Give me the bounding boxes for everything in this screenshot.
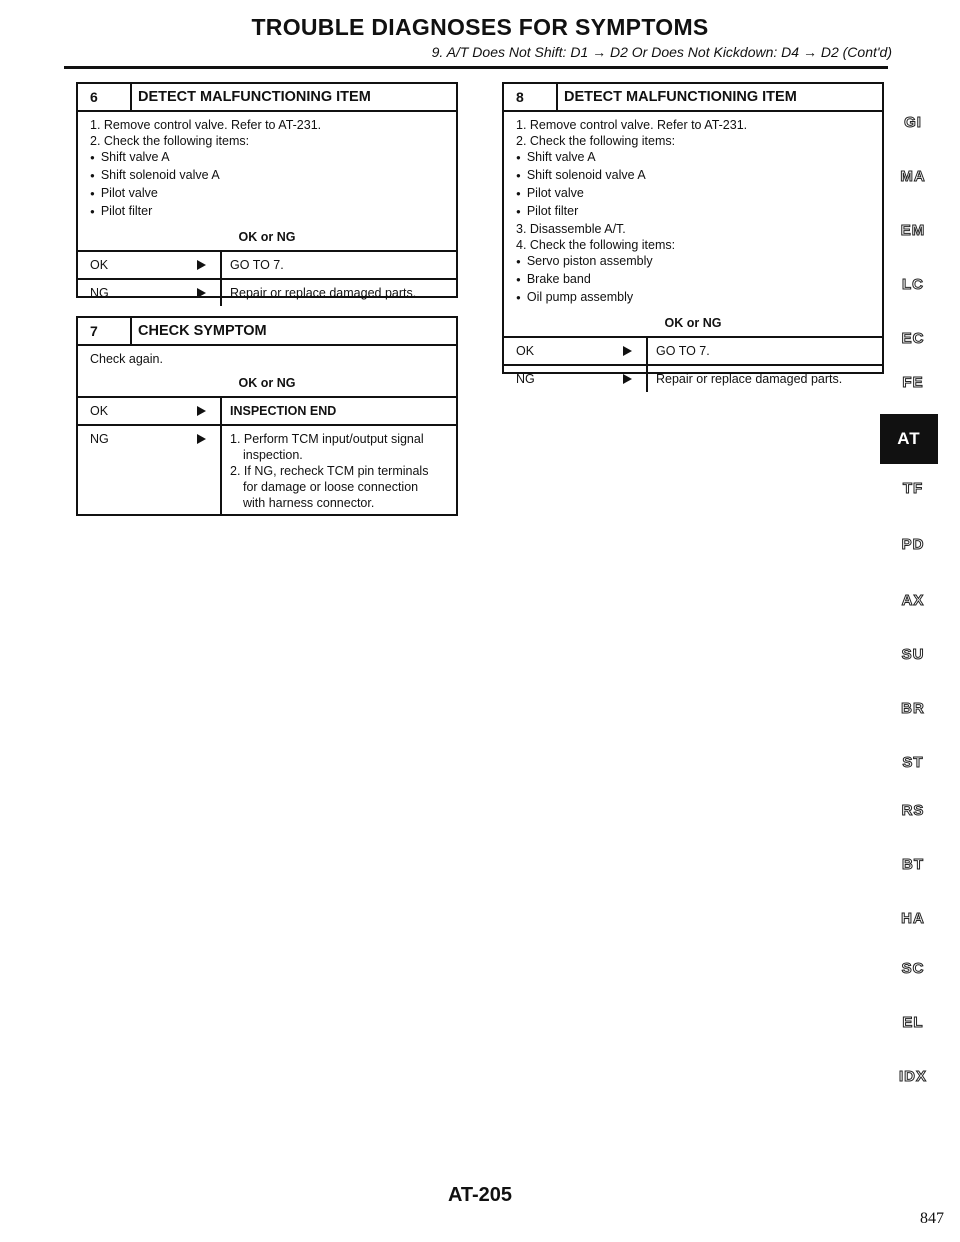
ok-or-ng-label: OK or NG <box>238 376 296 390</box>
result-label-text: NG <box>90 432 109 446</box>
section-tab-em[interactable]: EM <box>900 222 926 239</box>
result-line: for damage or loose connection <box>243 480 419 494</box>
header-rule <box>64 66 888 69</box>
section-tab-el[interactable]: EL <box>902 1014 924 1031</box>
section-tab-ax[interactable]: AX <box>901 592 925 609</box>
step-body <box>78 346 456 371</box>
step-box-8 <box>502 82 884 386</box>
bullet-item: ● Brake band <box>516 271 870 289</box>
instruction-line: 2. Check the following items: <box>90 134 250 148</box>
result-label-text: OK <box>516 344 535 358</box>
section-tab-ma[interactable]: MA <box>900 168 926 185</box>
result-row-ng <box>78 424 456 516</box>
step-title: CHECK SYMPTOM <box>138 323 267 339</box>
bullet-item: ● Shift valve A <box>516 149 870 167</box>
section-tab-lc[interactable]: LC <box>902 276 924 293</box>
result-label-text: NG <box>90 286 109 300</box>
result-label <box>504 366 648 392</box>
result-label <box>78 252 222 278</box>
section-tab-rs[interactable]: RS <box>901 802 925 819</box>
result-row-ok <box>78 250 456 278</box>
result-label <box>78 280 222 306</box>
result-action: Repair or replace damaged parts. <box>230 286 417 300</box>
result-line: with harness connector. <box>243 496 375 510</box>
bullet-item: ● Shift solenoid valve A <box>516 167 870 185</box>
bullet-item: ● Oil pump assembly <box>516 289 870 307</box>
section-tab-at[interactable]: AT <box>880 414 938 464</box>
section-tab-ec[interactable]: EC <box>901 330 925 347</box>
section-tab-gi[interactable]: GI <box>904 114 922 131</box>
result-label-text: OK <box>90 404 109 418</box>
instruction-line: 1. Remove control valve. Refer to AT-231. <box>90 118 322 132</box>
step-header <box>78 318 456 346</box>
result-label-text: OK <box>90 258 109 272</box>
instruction-line: 3. Disassemble A/T. <box>516 222 626 236</box>
bullet-item: ● Shift valve A <box>90 149 444 167</box>
page-title: TROUBLE DIAGNOSES FOR SYMPTOMS <box>251 14 709 40</box>
section-tab-tf[interactable]: TF <box>902 480 924 497</box>
result-row-ok <box>78 396 456 424</box>
step-body <box>78 112 456 225</box>
section-tab-pd[interactable]: PD <box>901 536 925 553</box>
result-row-ok <box>504 336 882 364</box>
result-label-text: NG <box>516 372 535 386</box>
step-box-7 <box>76 316 458 516</box>
page-subtitle: 9. A/T Does Not Shift: D1 → D2 Or Does Not Kickdown: D4 → D2 (Cont'd) <box>431 44 892 60</box>
section-tab-ha[interactable]: HA <box>901 910 925 927</box>
bullet-item: ● Shift solenoid valve A <box>90 167 444 185</box>
step-header <box>504 84 882 112</box>
arrow-right-icon <box>197 260 206 270</box>
step-number: 7 <box>78 318 132 344</box>
bullet-item: ● Pilot filter <box>90 203 444 221</box>
ok-or-ng-label: OK or NG <box>664 316 722 330</box>
arrow-right-icon <box>623 374 632 384</box>
bullet-item: ● Servo piston assembly <box>516 253 870 271</box>
result-line: 1. Perform TCM input/output signal <box>230 432 424 446</box>
arrow-right-icon <box>197 288 206 298</box>
corner-page-number: 847 <box>920 1210 944 1227</box>
arrow-right-icon <box>197 406 206 416</box>
section-tab-bt[interactable]: BT <box>902 856 924 873</box>
result-action: GO TO 7. <box>656 344 710 358</box>
step-box-6 <box>76 82 458 298</box>
step-number: 8 <box>504 84 558 110</box>
step-title: DETECT MALFUNCTIONING ITEM <box>138 89 371 105</box>
result-action: Repair or replace damaged parts. <box>656 372 843 386</box>
result-action: INSPECTION END <box>230 404 337 418</box>
result-action: GO TO 7. <box>230 258 284 272</box>
section-tab-fe[interactable]: FE <box>902 374 924 391</box>
result-label <box>78 426 222 516</box>
result-row-ng <box>78 278 456 306</box>
result-label <box>78 398 222 424</box>
result-line: inspection. <box>243 448 303 462</box>
step-body <box>504 112 882 311</box>
instruction-line: 1. Remove control valve. Refer to AT-231. <box>516 118 748 132</box>
section-tab-st[interactable]: ST <box>902 754 924 771</box>
instruction-line: 4. Check the following items: <box>516 238 676 252</box>
instruction-line: Check again. <box>90 352 163 366</box>
arrow-right-icon <box>623 346 632 356</box>
section-tab-su[interactable]: SU <box>901 646 925 663</box>
arrow-right-icon <box>197 434 206 444</box>
ok-or-ng-label: OK or NG <box>238 230 296 244</box>
section-tab-sc[interactable]: SC <box>901 960 925 977</box>
step-header <box>78 84 456 112</box>
result-label <box>504 338 648 364</box>
bullet-item: ● Pilot valve <box>516 185 870 203</box>
bullet-item: ● Pilot valve <box>90 185 444 203</box>
step-number: 6 <box>78 84 132 110</box>
result-action <box>222 426 456 516</box>
result-row-ng <box>504 364 882 392</box>
step-title: DETECT MALFUNCTIONING ITEM <box>564 89 797 105</box>
result-line: 2. If NG, recheck TCM pin terminals <box>230 464 429 478</box>
section-tab-idx[interactable]: IDX <box>898 1068 927 1085</box>
bullet-item: ● Pilot filter <box>516 203 870 221</box>
page-number: AT-205 <box>447 1184 513 1206</box>
section-tab-br[interactable]: BR <box>901 700 925 717</box>
instruction-line: 2. Check the following items: <box>516 134 676 148</box>
